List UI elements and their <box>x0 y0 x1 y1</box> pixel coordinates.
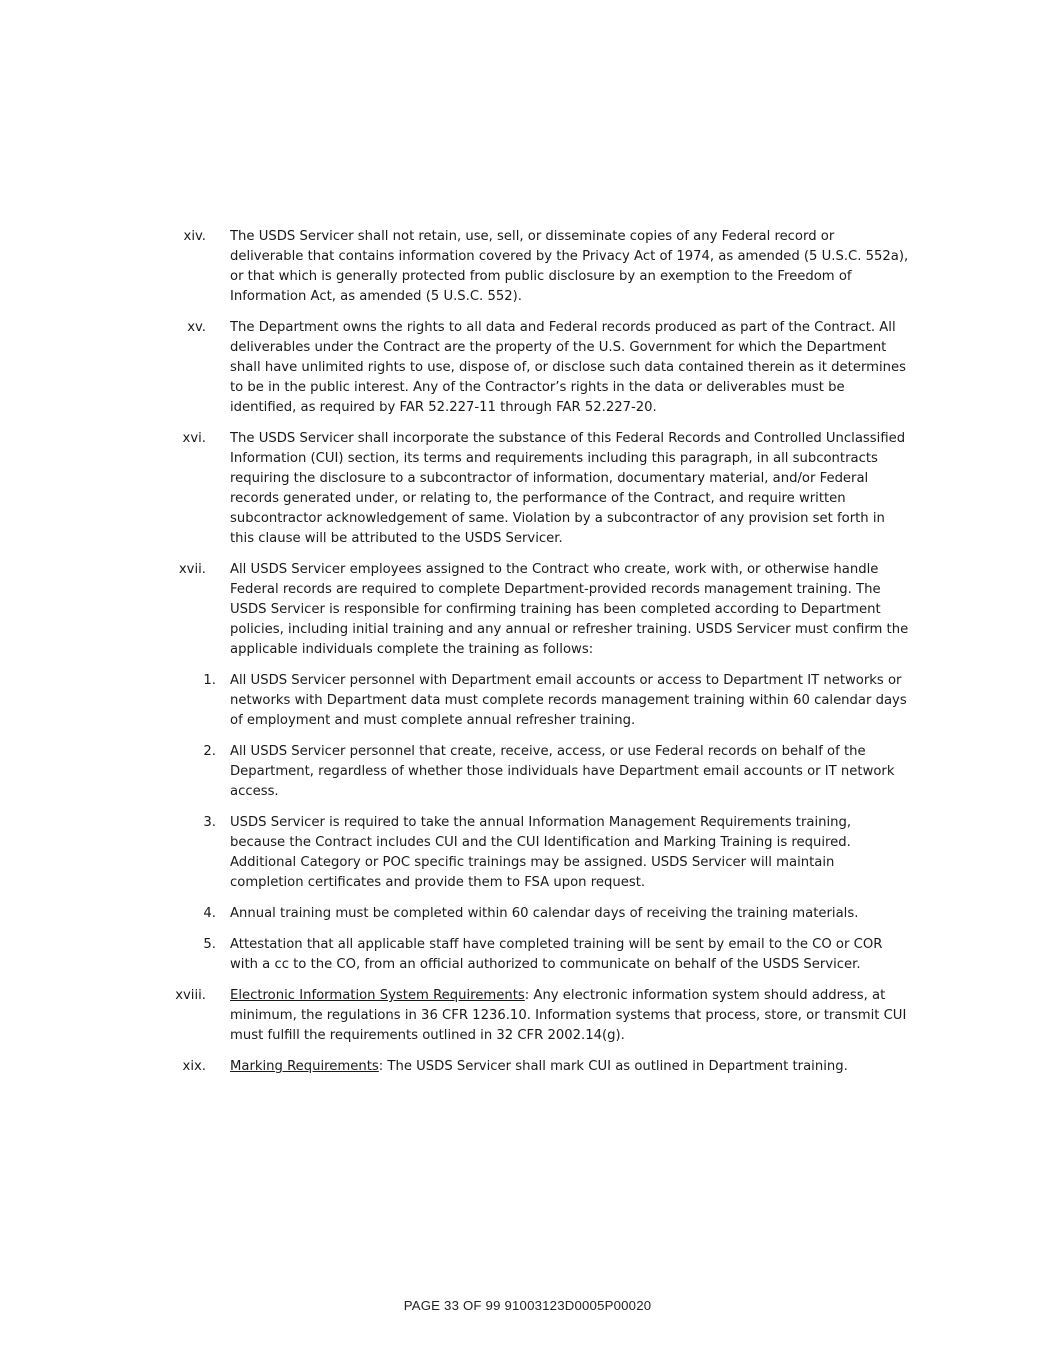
sub-list-item <box>170 671 910 731</box>
document-body <box>170 227 910 1088</box>
list-item <box>170 318 910 418</box>
item-marker: xvii. <box>178 562 206 577</box>
item-marker: xviii. <box>175 988 206 1003</box>
item-text: : The USDS Servicer shall mark CUI as outlined in Department training. <box>378 1059 848 1074</box>
list-item <box>170 429 910 549</box>
sub-item-text: USDS Servicer is required to take the annual Information Management Requirements training, because the Contract includes CUI and the CUI Identification and Marking Training is required. Additional Category or POC specific trainings may be assigned. USDS Servicer will maintain completion certificates and provide them to FSA upon request. <box>230 815 852 890</box>
sub-list-item <box>170 742 910 802</box>
sub-list-item <box>170 935 910 975</box>
sub-item-marker: 3. <box>203 815 216 830</box>
item-text: The Department owns the rights to all data and Federal records produced as part of the Contract. All deliverables under the Contract are the property of the U.S. Government for which the Department shall have unlimited rights to use, dispose of, or disclose such data contained therein as it determines to be in the public interest. Any of the Contractor’s rights in the data or deliverables must be identified, as required by FAR 52.227-11 through FAR 52.227-20. <box>230 320 906 415</box>
item-marker: xiv. <box>183 229 206 244</box>
sub-list-item <box>170 904 910 924</box>
item-marker: xvi. <box>182 431 206 446</box>
list-item <box>170 986 910 1046</box>
sub-item-text: All USDS Servicer personnel that create, receive, access, or use Federal records on behalf of the Department, regardless of whether those individuals have Department email accounts or IT network access. <box>230 744 895 799</box>
item-text: : Any electronic information system should address, at minimum, the regulations in 36 CFR 1236.10. Information systems that process, store, or transmit CUI must fulfill the requirements outlined in 32 CFR 2002.14(g). <box>230 988 907 1043</box>
item-text: The USDS Servicer shall incorporate the substance of this Federal Records and Controlled Unclassified Information (CUI) section, its terms and requirements including this paragraph, in all subcontracts requiring the disclosure to a subcontractor of information, documentary material, and/or Federal records generated under, or relating to, the performance of the Contract, and require written subcontractor acknowledgement of same. Violation by a subcontractor of any provision set forth in this clause will be attributed to the USDS Servicer. <box>230 431 906 546</box>
sub-item-text: Annual training must be completed within 60 calendar days of receiving the training materials. <box>230 906 859 921</box>
list-item <box>170 227 910 307</box>
item-heading: Marking Requirements <box>230 1059 379 1074</box>
item-heading: Electronic Information System Requirements <box>230 988 525 1003</box>
sub-item-text: Attestation that all applicable staff have completed training will be sent by email to the CO or COR with a cc to the CO, from an official authorized to communicate on behalf of the USDS Servicer. <box>230 937 883 972</box>
item-text: The USDS Servicer shall not retain, use, sell, or disseminate copies of any Federal record or deliverable that contains information covered by the Privacy Act of 1974, as amended (5 U.S.C. 552a), or that which is generally protected from public disclosure by an exemption to the Freedom of Information Act, as amended (5 U.S.C. 552). <box>230 229 909 304</box>
item-marker: xix. <box>182 1059 206 1074</box>
list-item <box>170 1057 910 1077</box>
sub-list-item <box>170 813 910 893</box>
sub-item-marker: 1. <box>203 673 216 688</box>
list-item <box>170 560 910 660</box>
sub-item-marker: 5. <box>203 937 216 952</box>
sub-item-text: All USDS Servicer personnel with Department email accounts or access to Department IT networks or networks with Department data must complete records management training within 60 calendar days of employment and must complete annual refresher training. <box>230 673 907 728</box>
sub-item-marker: 4. <box>203 906 216 921</box>
sub-item-marker: 2. <box>203 744 216 759</box>
page-footer: PAGE 33 OF 99 91003123D0005P00020 <box>403 1298 652 1313</box>
item-text: All USDS Servicer employees assigned to the Contract who create, work with, or otherwise handle Federal records are required to complete Department-provided records management training. The USDS Servicer is responsible for confirming training has been completed according to Department policies, including initial training and any annual or refresher training. USDS Servicer must confirm the applicable individuals complete the training as follows: <box>230 562 909 657</box>
item-marker: xv. <box>187 320 206 335</box>
